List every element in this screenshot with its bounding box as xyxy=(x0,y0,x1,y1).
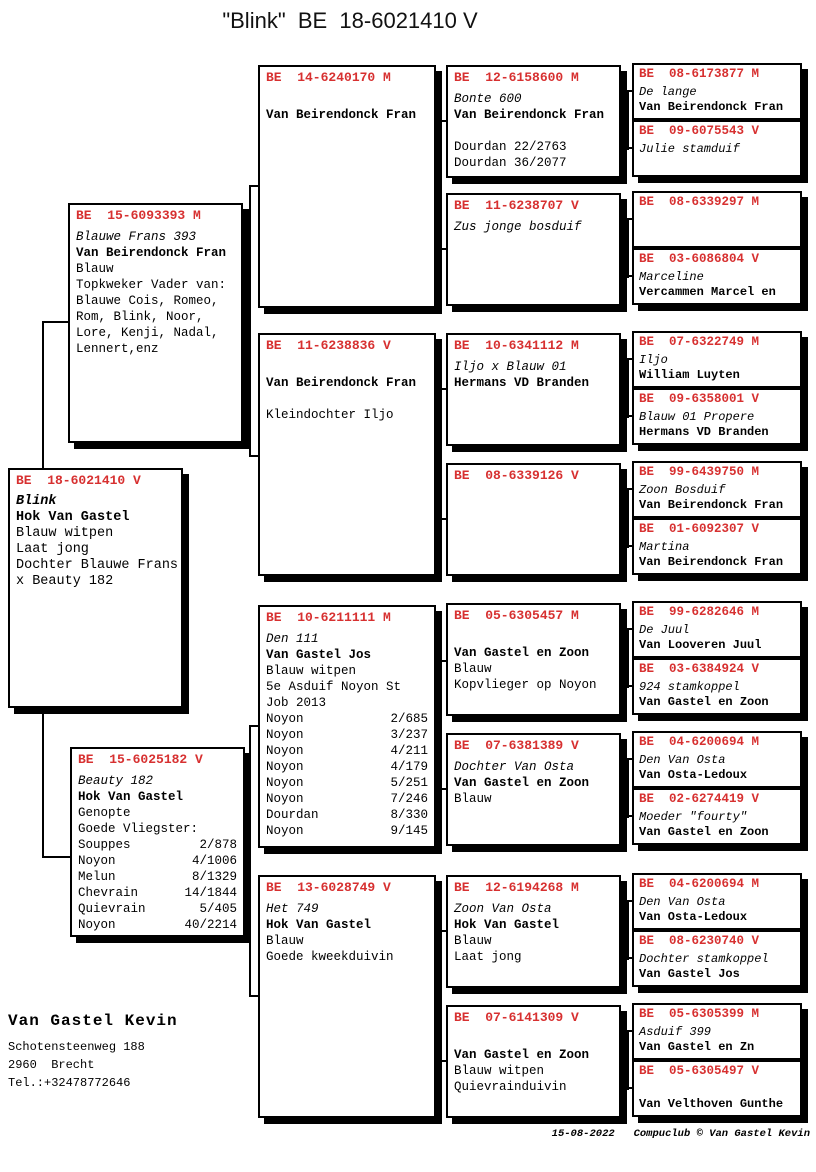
box-text-line: Van Gastel en Zoon xyxy=(454,646,590,660)
race-place: Noyon xyxy=(266,728,304,742)
ring-number: BE 09-6358001 V xyxy=(639,392,760,406)
race-result: 4/1006 xyxy=(191,854,237,868)
box-text-line: 924 stamkoppel xyxy=(639,679,740,694)
box-gggparent-8 xyxy=(632,518,802,575)
ring-number: BE 15-6093393 M xyxy=(76,208,201,223)
box-body xyxy=(639,410,795,441)
box-text-line: Den Van Osta xyxy=(639,752,726,767)
race-result: 8/1329 xyxy=(191,870,237,884)
race-place: Noyon xyxy=(78,854,116,868)
ring-number: BE 01-6092307 V xyxy=(639,522,760,536)
connector-line xyxy=(627,1030,629,1090)
race-place: Dourdan xyxy=(266,808,319,822)
box-text-line: Van Beirendonck Fran xyxy=(639,555,784,569)
box-text-line xyxy=(266,727,428,743)
box-body xyxy=(639,353,795,384)
race-place: Souppes xyxy=(78,838,131,852)
box-text-line: Beauty 182 xyxy=(78,774,154,788)
box-text-line xyxy=(266,91,428,107)
box-body xyxy=(639,680,795,711)
ring-number: BE 10-6341112 M xyxy=(454,338,579,353)
box-text-line: Blauwe Frans 393 xyxy=(76,230,197,244)
ring-number: BE 11-6238707 V xyxy=(454,198,579,213)
box-text-line xyxy=(266,775,428,791)
box-text-line xyxy=(639,1082,795,1098)
connector-line xyxy=(249,185,251,457)
box-gggparent-10 xyxy=(632,658,802,715)
box-text-line: Van Gastel en Zn xyxy=(639,1040,755,1054)
ring-number: BE 14-6240170 M xyxy=(266,70,391,85)
box-body xyxy=(639,1082,795,1113)
box-text-line: Dourdan 22/2763 xyxy=(454,140,567,154)
box-body xyxy=(454,219,613,235)
box-text-line xyxy=(266,391,428,407)
ring-number: BE 05-6305399 M xyxy=(639,1007,760,1021)
box-text-line xyxy=(454,629,613,645)
box-text-line: Dochter stamkoppel xyxy=(639,951,769,966)
connector-line xyxy=(627,358,629,418)
box-text-line: Het 749 xyxy=(266,902,319,916)
race-result: 7/246 xyxy=(390,792,428,806)
box-text-line: Blauw xyxy=(76,262,114,276)
box-text-line: Goede Vliegster: xyxy=(78,822,199,836)
ring-number: BE 08-6230740 V xyxy=(639,934,760,948)
race-place: Quievrain xyxy=(78,902,146,916)
connector-line xyxy=(627,218,629,278)
box-body xyxy=(266,631,428,839)
box-text-line: Blauw xyxy=(454,662,492,676)
connector-line xyxy=(440,120,442,250)
owner-address-city: 2960 Brecht xyxy=(8,1058,95,1072)
box-text-line: Iljo x Blauw 01 xyxy=(454,360,567,374)
box-ggparent-3 xyxy=(446,333,621,446)
box-text-line xyxy=(454,1031,613,1047)
box-text-line: Blink xyxy=(16,494,57,509)
box-text-line: Van Beirendonck Fran xyxy=(266,376,417,390)
connector-line xyxy=(440,388,442,520)
box-text-line: De lange xyxy=(639,84,697,99)
box-ggparent-7 xyxy=(446,875,621,988)
box-text-line xyxy=(266,711,428,727)
box-text-line: Kleindochter Iljo xyxy=(266,408,394,422)
box-body xyxy=(266,359,428,423)
box-text-line: Vercammen Marcel en xyxy=(639,285,776,299)
box-text-line: Van Gastel Jos xyxy=(266,648,372,662)
box-text-line: Blauw witpen xyxy=(16,526,114,541)
box-text-line xyxy=(78,869,237,885)
box-body xyxy=(639,623,795,654)
box-text-line: Goede kweekduivin xyxy=(266,950,394,964)
ring-number: BE 08-6173877 M xyxy=(639,67,760,81)
box-text-line: Van Beirendonck Fran xyxy=(639,498,784,512)
box-text-line: Hok Van Gastel xyxy=(454,918,560,932)
box-grandparent-3 xyxy=(258,605,436,848)
box-body xyxy=(266,91,428,123)
box-text-line: Van Gastel Jos xyxy=(639,967,740,981)
box-text-line: Zus jonge bosduif xyxy=(454,220,582,234)
box-gggparent-6 xyxy=(632,388,802,445)
connector-line xyxy=(42,321,68,323)
box-body xyxy=(639,1025,795,1056)
box-text-line: Van Velthoven Gunthe xyxy=(639,1097,784,1111)
box-ggparent-8 xyxy=(446,1005,621,1118)
box-text-line: Van Gastel en Zoon xyxy=(639,695,769,709)
box-text-line: Marceline xyxy=(639,269,704,284)
box-gggparent-12 xyxy=(632,788,802,845)
box-gggparent-4 xyxy=(632,248,802,305)
connector-line xyxy=(627,488,629,548)
ring-number: BE 13-6028749 V xyxy=(266,880,391,895)
race-result: 3/237 xyxy=(390,728,428,742)
box-gggparent-3 xyxy=(632,191,802,248)
box-text-line: Martina xyxy=(639,539,690,554)
box-text-line: Zoon Van Osta xyxy=(454,902,552,916)
box-text-line: De Juul xyxy=(639,622,690,637)
box-text-line: Hermans VD Branden xyxy=(454,376,590,390)
ring-number: BE 07-6381389 V xyxy=(454,738,579,753)
box-text-line: Hok Van Gastel xyxy=(16,510,130,525)
box-subject xyxy=(8,468,183,708)
box-body xyxy=(639,85,795,116)
connector-line xyxy=(440,930,442,1062)
box-text-line: Job 2013 xyxy=(266,696,327,710)
ring-number: BE 08-6339126 V xyxy=(454,468,579,483)
race-place: Noyon xyxy=(266,776,304,790)
box-text-line: Van Beirendonck Fran xyxy=(266,108,417,122)
box-text-line: Van Gastel en Zoon xyxy=(454,776,590,790)
box-body xyxy=(454,759,613,807)
box-body xyxy=(78,773,237,933)
race-result: 4/211 xyxy=(390,744,428,758)
race-result: 5/251 xyxy=(390,776,428,790)
box-body xyxy=(454,1031,613,1095)
race-place: Noyon xyxy=(266,744,304,758)
box-ggparent-2 xyxy=(446,193,621,306)
box-body xyxy=(639,895,795,926)
box-text-line: Den Van Osta xyxy=(639,894,726,909)
race-place: Noyon xyxy=(266,712,304,726)
race-result: 2/685 xyxy=(390,712,428,726)
connector-line xyxy=(627,90,629,150)
box-gggparent-1 xyxy=(632,63,802,120)
box-text-line: Blauw xyxy=(454,934,492,948)
footnote-credit: 15-08-2022 Compuclub © Van Gastel Kevin xyxy=(551,1128,810,1140)
box-text-line xyxy=(78,917,237,933)
box-text-line xyxy=(78,853,237,869)
connector-line xyxy=(249,725,258,727)
box-grandparent-1 xyxy=(258,65,436,308)
box-text-line: Laat jong xyxy=(16,542,89,557)
box-text-line: Quievrainduivin xyxy=(454,1080,567,1094)
box-ggparent-6 xyxy=(446,733,621,846)
ring-number: BE 05-6305457 M xyxy=(454,608,579,623)
box-text-line: Van Beirendonck Fran xyxy=(454,108,605,122)
race-place: Chevrain xyxy=(78,886,139,900)
connector-line xyxy=(440,660,442,790)
box-text-line: Hermans VD Branden xyxy=(639,425,769,439)
box-text-line xyxy=(266,759,428,775)
box-text-line: Van Osta-Ledoux xyxy=(639,768,748,782)
ring-number: BE 07-6141309 V xyxy=(454,1010,579,1025)
box-grandparent-4 xyxy=(258,875,436,1118)
box-text-line: Topkweker Vader van: xyxy=(76,278,227,292)
ring-number: BE 09-6075543 V xyxy=(639,124,760,138)
box-grandparent-2 xyxy=(258,333,436,576)
box-text-line: Van Gastel en Zoon xyxy=(454,1048,590,1062)
connector-line xyxy=(249,185,258,187)
box-text-line: Van Gastel en Zoon xyxy=(639,825,769,839)
box-text-line: Laat jong xyxy=(454,950,522,964)
box-body xyxy=(639,483,795,514)
race-result: 9/145 xyxy=(390,824,428,838)
box-body xyxy=(16,494,179,590)
connector-line xyxy=(627,628,629,688)
ring-number: BE 15-6025182 V xyxy=(78,752,203,767)
box-text-line: Blauw xyxy=(266,934,304,948)
race-place: Noyon xyxy=(266,792,304,806)
box-text-line: Moeder "fourty" xyxy=(639,809,748,824)
ring-number: BE 18-6021410 V xyxy=(16,473,141,488)
box-text-line: Blauw 01 Propere xyxy=(639,409,755,424)
box-gggparent-7 xyxy=(632,461,802,518)
box-gggparent-2 xyxy=(632,120,802,177)
box-father xyxy=(68,203,243,443)
ring-number: BE 03-6086804 V xyxy=(639,252,760,266)
box-text-line: Lennert,enz xyxy=(76,342,159,356)
owner-phone: Tel.:+32478772646 xyxy=(8,1076,131,1090)
box-text-line xyxy=(266,791,428,807)
connector-line xyxy=(627,900,629,960)
ring-number: BE 05-6305497 V xyxy=(639,1064,760,1078)
box-gggparent-15 xyxy=(632,1003,802,1060)
box-text-line: Asduif 399 xyxy=(639,1024,712,1039)
box-body xyxy=(266,901,428,965)
box-gggparent-9 xyxy=(632,601,802,658)
box-text-line: Van Beirendonck Fran xyxy=(76,246,227,260)
box-text-line: Hok Van Gastel xyxy=(266,918,372,932)
box-text-line: Van Osta-Ledoux xyxy=(639,910,748,924)
box-body xyxy=(454,901,613,965)
box-text-line: Blauwe Cois, Romeo, xyxy=(76,294,219,308)
box-body xyxy=(639,540,795,571)
owner-name: Van Gastel Kevin xyxy=(8,1012,178,1030)
race-result: 8/330 xyxy=(390,808,428,822)
box-text-line xyxy=(78,885,237,901)
box-text-line: Bonte 600 xyxy=(454,92,522,106)
box-ggparent-4 xyxy=(446,463,621,576)
ring-number: BE 04-6200694 M xyxy=(639,877,760,891)
box-body xyxy=(639,810,795,841)
connector-line xyxy=(42,856,70,858)
race-result: 4/179 xyxy=(390,760,428,774)
box-text-line: Dourdan 36/2077 xyxy=(454,156,567,170)
box-text-line: Van Beirendonck Fran xyxy=(639,100,784,114)
box-body xyxy=(76,229,235,357)
box-body xyxy=(639,270,795,301)
box-body xyxy=(639,142,795,158)
box-text-line: Julie stamduif xyxy=(639,141,740,156)
box-text-line: Blauw witpen xyxy=(266,664,357,678)
box-gggparent-14 xyxy=(632,930,802,987)
box-mother xyxy=(70,747,245,937)
race-place: Noyon xyxy=(266,760,304,774)
ring-number: BE 04-6200694 M xyxy=(639,735,760,749)
box-text-line xyxy=(266,807,428,823)
box-text-line: Lore, Kenji, Nadal, xyxy=(76,326,219,340)
box-text-line xyxy=(454,123,613,139)
page-title: "Blink" BE 18-6021410 V xyxy=(222,8,478,33)
box-text-line: Iljo xyxy=(639,352,668,367)
box-gggparent-13 xyxy=(632,873,802,930)
box-text-line: Dochter Blauwe Frans xyxy=(16,558,179,573)
race-result: 2/878 xyxy=(199,838,237,852)
box-text-line: Genopte xyxy=(78,806,131,820)
ring-number: BE 02-6274419 V xyxy=(639,792,760,806)
box-body xyxy=(639,753,795,784)
box-text-line: x Beauty 182 xyxy=(16,574,114,589)
connector-line xyxy=(249,725,251,997)
box-text-line: 5e Asduif Noyon St xyxy=(266,680,402,694)
box-text-line xyxy=(78,837,237,853)
box-body xyxy=(454,629,613,693)
ring-number: BE 03-6384924 V xyxy=(639,662,760,676)
race-place: Melun xyxy=(78,870,116,884)
box-body xyxy=(454,359,613,391)
box-gggparent-5 xyxy=(632,331,802,388)
box-text-line xyxy=(78,901,237,917)
race-result: 14/1844 xyxy=(184,886,237,900)
race-place: Noyon xyxy=(78,918,116,932)
box-text-line: Kopvlieger op Noyon xyxy=(454,678,597,692)
box-text-line: Dochter Van Osta xyxy=(454,760,575,774)
box-text-line: Van Looveren Juul xyxy=(639,638,762,652)
box-ggparent-1 xyxy=(446,65,621,178)
ring-number: BE 12-6194268 M xyxy=(454,880,579,895)
box-ggparent-5 xyxy=(446,603,621,716)
ring-number: BE 11-6238836 V xyxy=(266,338,391,353)
race-result: 5/405 xyxy=(199,902,237,916)
connector-line xyxy=(249,995,258,997)
box-text-line xyxy=(266,823,428,839)
ring-number: BE 08-6339297 M xyxy=(639,195,760,209)
connector-line xyxy=(249,455,258,457)
box-text-line: Blauw witpen xyxy=(454,1064,545,1078)
ring-number: BE 99-6282646 M xyxy=(639,605,760,619)
ring-number: BE 99-6439750 M xyxy=(639,465,760,479)
connector-line xyxy=(627,758,629,818)
ring-number: BE 12-6158600 M xyxy=(454,70,579,85)
box-text-line xyxy=(266,359,428,375)
race-result: 40/2214 xyxy=(184,918,237,932)
box-text-line: Zoon Bosduif xyxy=(639,482,726,497)
box-text-line: William Luyten xyxy=(639,368,740,382)
race-place: Noyon xyxy=(266,824,304,838)
box-text-line: Rom, Blink, Noor, xyxy=(76,310,204,324)
owner-address-street: Schotensteenweg 188 xyxy=(8,1040,145,1054)
box-text-line: Hok Van Gastel xyxy=(78,790,184,804)
box-text-line: Den 111 xyxy=(266,632,319,646)
box-gggparent-16 xyxy=(632,1060,802,1117)
ring-number: BE 10-6211111 M xyxy=(266,610,391,625)
box-text-line xyxy=(266,743,428,759)
box-gggparent-11 xyxy=(632,731,802,788)
box-body xyxy=(639,952,795,983)
box-body xyxy=(454,91,613,171)
owner-block xyxy=(8,1012,178,1092)
ring-number: BE 07-6322749 M xyxy=(639,335,760,349)
box-text-line: Blauw xyxy=(454,792,492,806)
